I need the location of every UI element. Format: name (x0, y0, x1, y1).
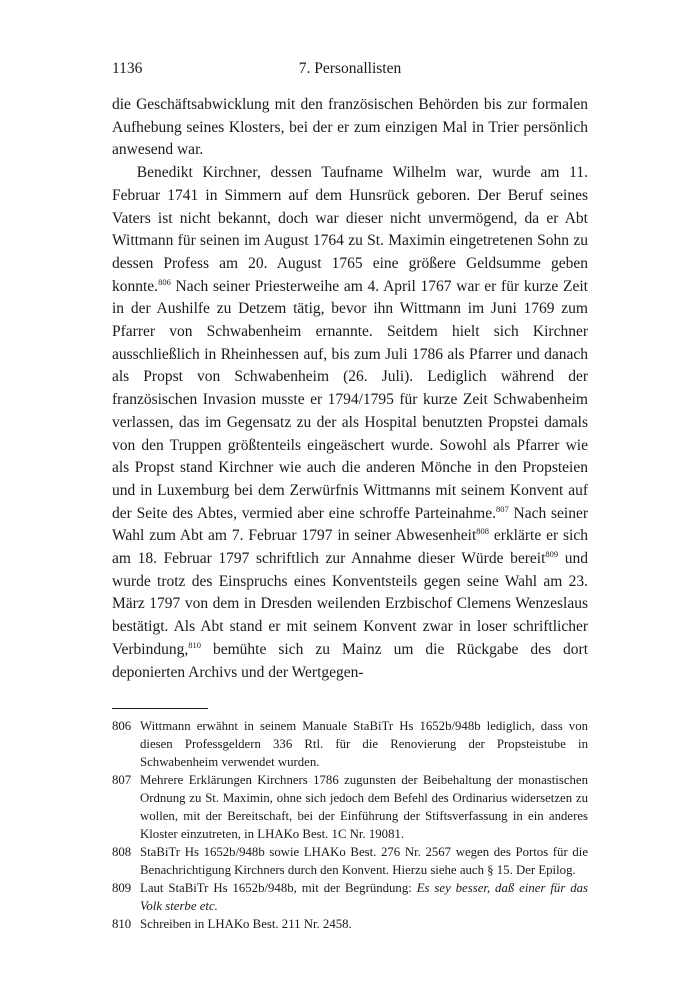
footnote-number: 809 (112, 881, 132, 896)
footnote-ref-810[interactable]: 810 (188, 639, 201, 650)
page-number: 1136 (112, 60, 143, 77)
text-segment: Nach seiner Priesterweihe am 4. April 1767 war er für kurze Zeit in der Aushilfe zu Detzem tätig, bevor ihn Wittmann im Juni 1769 zum Pfarrer von Schwabenheim ernannte. Seitdem hielt sich Kirchner ausschließlich in Rheinhessen auf, bis zum Juli 1786 als Pfarrer und danach als Propst von Schwabenheim (26. Juli). Lediglich während der französischen Invasion musste er 1794/1795 für kurze Zeit Schwabenheim verlassen, das im Gegensatz zu der als Hospital benutzten Propstei damals von den Truppen größtenteils eingeäschert wurde. Sowohl als Pfarrer wie als Propst stand Kirchner wie auch die anderen Mönche in den Propsteien und in Luxemburg bei dem Zerwürfnis Wittmanns mit seinem Konvent auf der Seite des Abtes, vermied aber eine schroffe Parteinahme. (112, 277, 588, 522)
text-segment: erklärte er sich am 18. Februar 1797 schriftlich zur Annahme dieser Würde bereit (112, 527, 588, 568)
footnote-810 (112, 915, 588, 933)
footnote-quote: Es sey besser, daß einer für das Volk sterbe etc. (140, 881, 588, 914)
footnote-text: Laut StaBiTr Hs 1652b/948b, mit der Begründung: (140, 881, 417, 896)
text-segment: Nach seiner Wahl zum Abt am 7. Februar 1797 in seiner Abwesenheit (112, 504, 588, 545)
main-text (112, 94, 588, 684)
footnote-text: Schreiben in LHAKo Best. 211 Nr. 2458. (140, 917, 352, 932)
text-segment: und wurde trotz des Einspruchs eines Konventsteils gegen seine Wahl am 23. März 1797 von dem in Dresden weilenden Erzbischof Clemens Wenzeslaus bestätigt. Als Abt stand er mit seinem Konvent zwar in loser schriftlicher Verbindung, (112, 550, 589, 658)
footnote-number: 807 (112, 773, 132, 788)
footnote-ref-808[interactable]: 808 (476, 526, 489, 537)
footnote-806 (112, 717, 588, 771)
running-title: 7. Personallisten (298, 60, 402, 77)
paragraph-continuation: die Geschäftsabwicklung mit den französischen Behörden bis zur formalen Aufhebung seines Klosters, bei der er zum einzigen Mal in Trier persönlich anwesend war. (112, 96, 588, 159)
running-head (112, 60, 588, 84)
footnotes (112, 717, 588, 933)
footnote-807 (112, 771, 588, 843)
footnote-number: 806 (112, 719, 132, 734)
text-segment: bemühte sich zu Mainz um die Rückgabe des dort deponierten Archivs und der Wertgegen- (112, 640, 588, 681)
book-page (112, 60, 588, 933)
footnote-text: StaBiTr Hs 1652b/948b sowie LHAKo Best. 276 Nr. 2567 wegen des Portos für die Benachrichtigung Kirchners durch den Konvent. Hierzu siehe auch § 15. Der Epilog. (140, 845, 588, 878)
footnote-ref-807[interactable]: 807 (495, 503, 509, 514)
footnote-text: Mehrere Erklärungen Kirchners 1786 zugunsten der Beibehaltung der monastischen Ordnung zu St. Maximin, ohne sich jedoch dem Befehl des Ordinarius widersetzen zu wollen, mit der Bereitschaft, bei der Einführung der Stiftsverfassung in ein anderes Kloster einzutreten, in LHAKo Best. 1C Nr. 19081. (140, 773, 588, 842)
footnote-text-wrapper (140, 879, 588, 915)
footnote-ref-806[interactable]: 806 (158, 276, 171, 287)
footnote-ref-809[interactable]: 809 (545, 548, 559, 559)
footnote-809 (112, 879, 588, 915)
footnote-number: 810 (112, 917, 132, 932)
text-segment: Benedikt Kirchner, dessen Taufname Wilhelm war, wurde am 11. Februar 1741 in Simmern auf dem Hunsrück geboren. Der Beruf seines Vaters ist nicht bekannt, doch war dieser nicht unvermögend, da er Abt Wittmann für seinen im August 1764 zu St. Maximin eingetretenen Sohn zu dessen Profess am 20. August 1765 eine größere Geldsumme geben konnte. (112, 164, 588, 295)
footnote-808 (112, 843, 588, 879)
footnote-divider (112, 708, 208, 709)
footnote-number: 808 (112, 845, 132, 860)
paragraph-kirchner (112, 162, 588, 684)
footnote-text: Wittmann erwähnt in seinem Manuale StaBiTr Hs 1652b/948b lediglich, dass von diesen Professgeldern 336 Rtl. für die Renovierung der Propsteistube in Schwabenheim verwendet wurden. (140, 719, 588, 770)
